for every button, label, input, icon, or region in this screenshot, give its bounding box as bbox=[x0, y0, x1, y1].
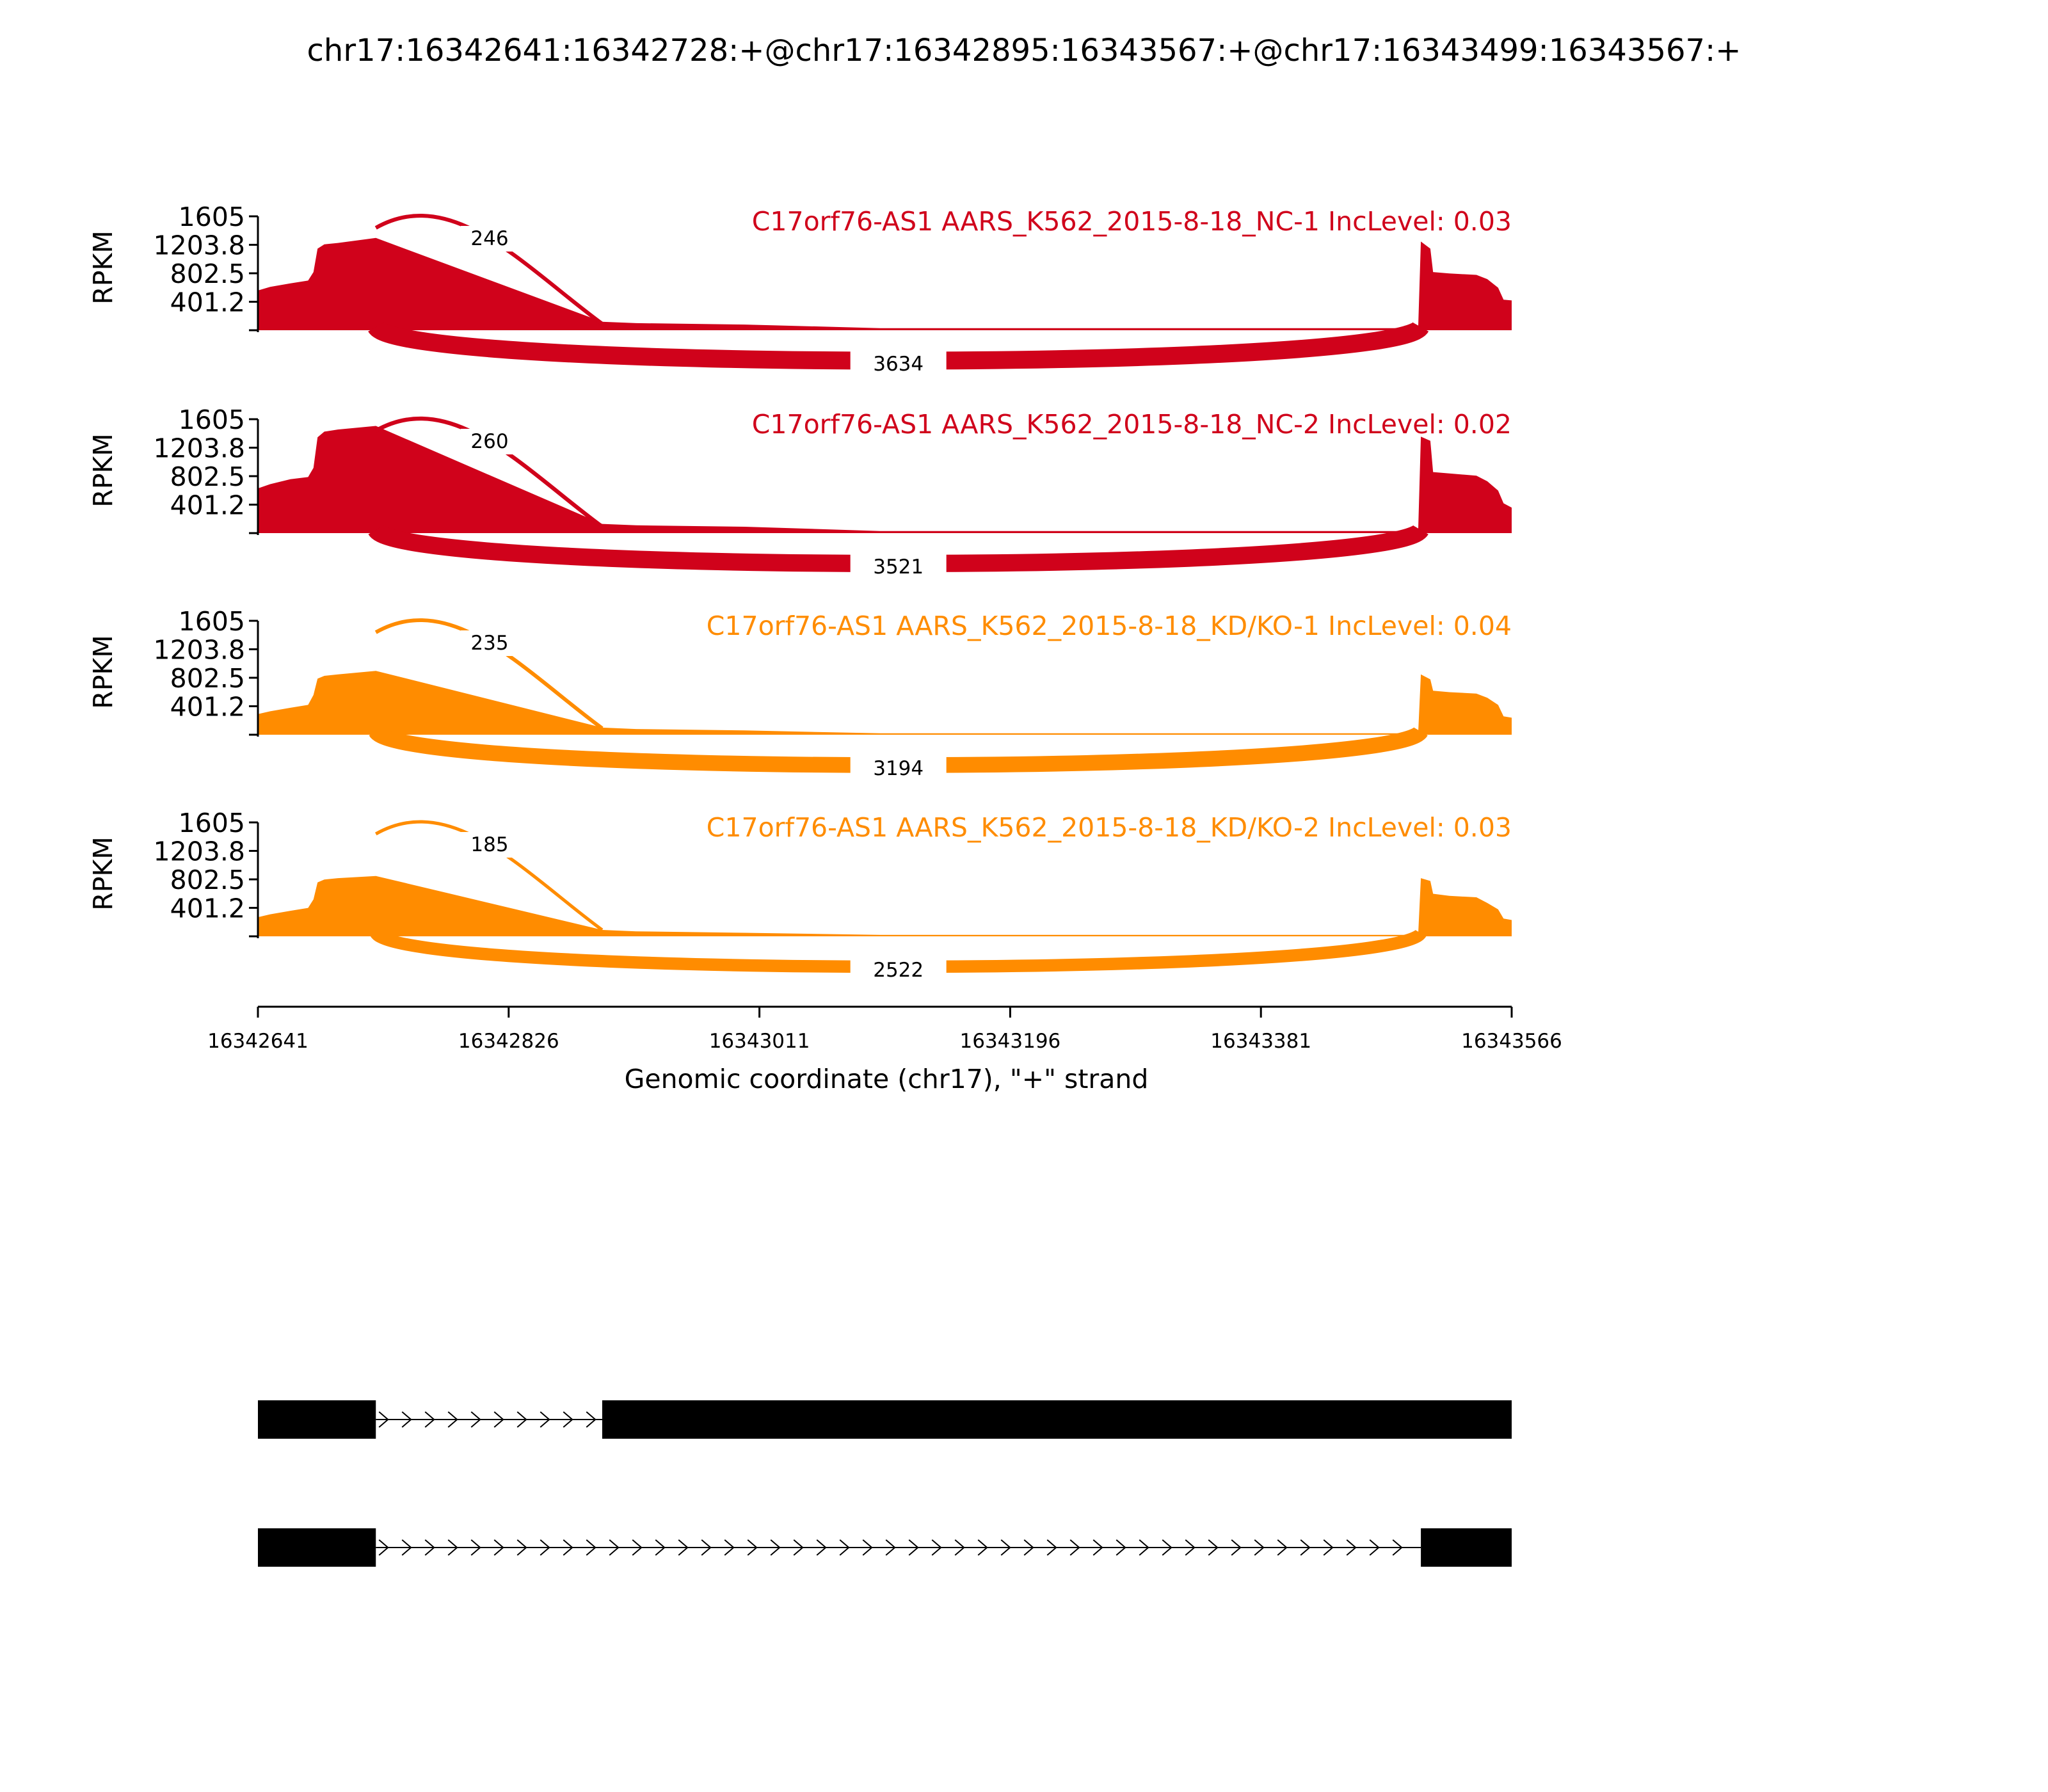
coverage-area bbox=[258, 426, 1512, 534]
y-tick-label: 1605 bbox=[178, 808, 245, 838]
y-tick-label: 802.5 bbox=[170, 663, 245, 694]
y-tick-label: 1203.8 bbox=[153, 634, 245, 666]
y-tick-label: 802.5 bbox=[170, 461, 245, 492]
skipping-count: 2522 bbox=[873, 959, 924, 982]
inclusion-count: 235 bbox=[470, 632, 509, 655]
exon-block bbox=[1421, 1528, 1512, 1567]
x-axis-label: Genomic coordinate (chr17), "+" strand bbox=[624, 1064, 1149, 1094]
y-tick-label: 1605 bbox=[178, 202, 245, 232]
y-tick-label: 802.5 bbox=[170, 259, 245, 289]
skipping-count: 3194 bbox=[873, 757, 924, 780]
y-axis-label: RPKM bbox=[88, 836, 118, 911]
y-tick-label: 1203.8 bbox=[153, 230, 245, 261]
y-tick-label: 1605 bbox=[178, 404, 245, 435]
x-tick-label: 16343011 bbox=[708, 1030, 810, 1053]
skipping-count: 3521 bbox=[873, 556, 924, 579]
inclusion-count: 260 bbox=[470, 430, 509, 453]
x-tick-label: 16342826 bbox=[458, 1030, 559, 1053]
sample-label: C17orf76-AS1 AARS_K562_2015-8-18_NC-2 IncLevel: 0.02 bbox=[751, 409, 1512, 440]
figure-title: chr17:16342641:16342728:+@chr17:16342895:16343567:+@chr17:16343499:16343567:+ bbox=[307, 33, 1741, 68]
y-axis-label: RPKM bbox=[88, 433, 118, 508]
x-tick-label: 16343381 bbox=[1210, 1030, 1312, 1053]
y-tick-label: 1203.8 bbox=[153, 836, 245, 867]
y-tick-label: 401.2 bbox=[170, 490, 245, 521]
inclusion-count: 246 bbox=[470, 227, 509, 250]
coverage-area bbox=[258, 671, 1512, 735]
panel-1 bbox=[88, 202, 1512, 378]
transcript-models bbox=[258, 1400, 1512, 1567]
x-tick-label: 16343566 bbox=[1461, 1030, 1562, 1053]
skipping-count: 3634 bbox=[873, 353, 924, 376]
x-tick-label: 16343196 bbox=[959, 1030, 1061, 1053]
y-tick-label: 1203.8 bbox=[153, 433, 245, 464]
sample-label: C17orf76-AS1 AARS_K562_2015-8-18_KD/KO-1 IncLevel: 0.04 bbox=[706, 611, 1512, 641]
coverage-area bbox=[258, 876, 1512, 936]
y-tick-label: 401.2 bbox=[170, 287, 245, 318]
exon-block bbox=[258, 1528, 376, 1567]
y-tick-label: 401.2 bbox=[170, 691, 245, 723]
inclusion-count: 185 bbox=[470, 833, 509, 856]
x-tick-label: 16342641 bbox=[207, 1030, 308, 1053]
y-tick-label: 401.2 bbox=[170, 893, 245, 924]
exon-block bbox=[602, 1400, 1512, 1439]
y-axis-label: RPKM bbox=[88, 635, 118, 709]
sample-label: C17orf76-AS1 AARS_K562_2015-8-18_KD/KO-2 IncLevel: 0.03 bbox=[706, 812, 1512, 843]
coverage-area bbox=[258, 238, 1512, 330]
panel-4 bbox=[88, 808, 1512, 984]
coverage-panels bbox=[88, 202, 1512, 984]
panel-2 bbox=[88, 404, 1512, 580]
panel-3 bbox=[88, 606, 1512, 782]
y-tick-label: 1605 bbox=[178, 606, 245, 637]
y-axis-label: RPKM bbox=[88, 230, 118, 305]
x-axis bbox=[207, 1007, 1562, 1053]
sample-label: C17orf76-AS1 AARS_K562_2015-8-18_NC-1 IncLevel: 0.03 bbox=[751, 206, 1512, 237]
y-tick-label: 802.5 bbox=[170, 865, 245, 895]
exon-block bbox=[258, 1400, 376, 1439]
